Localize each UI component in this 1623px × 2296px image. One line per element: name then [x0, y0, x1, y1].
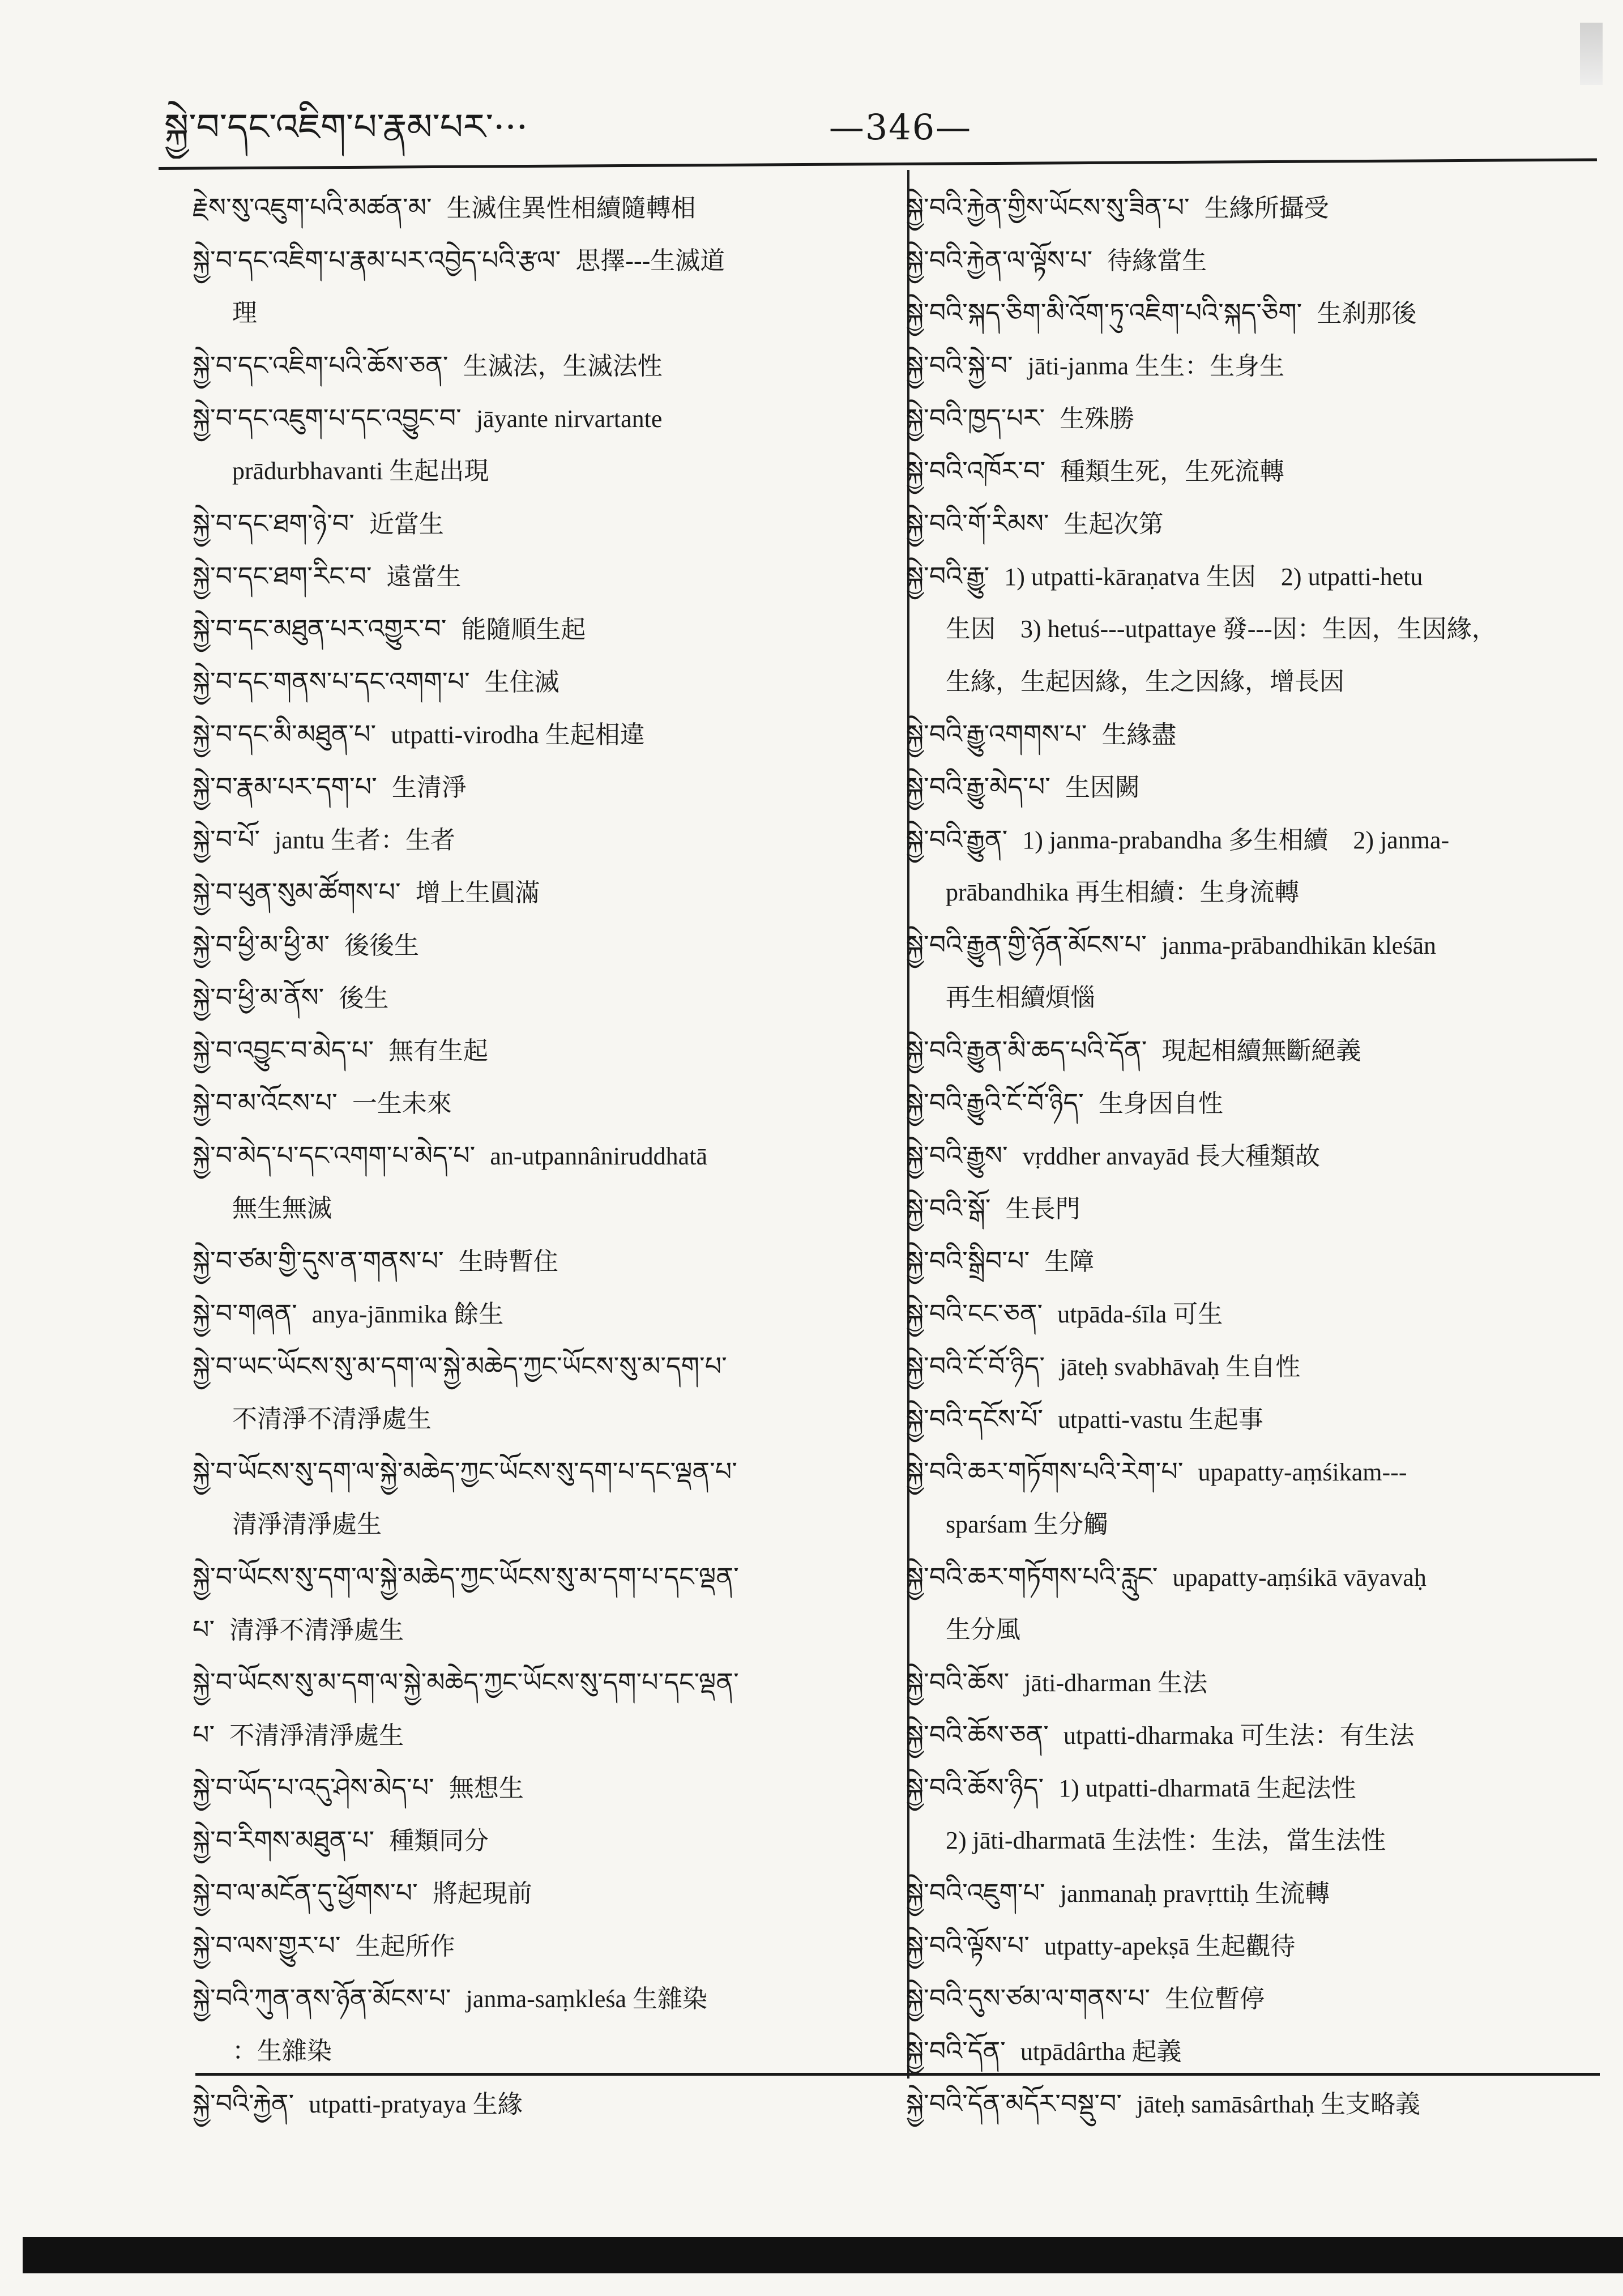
translation-text: utpatti-virodha 生起相違: [391, 721, 645, 749]
translation-text: utpatty-apekṣā 生起觀待: [1044, 1932, 1296, 1960]
tibetan-term: སྐྱེ་བ་མ་འོངས་པ་: [193, 1087, 338, 1118]
tibetan-term: སྐྱེ་བའི་སྐྱེ་བ་: [906, 350, 1013, 381]
tibetan-term: སྐྱེ་བ་ཕུན་སུམ་ཚོགས་པ་: [193, 877, 401, 907]
entry-line: [193, 655, 559, 708]
entry-line: [193, 603, 586, 655]
entry-line: [906, 708, 1176, 761]
translation-text: 後生: [339, 984, 389, 1012]
tibetan-term: སྐྱེ་བའི་སྐད་ཅིག་མི་འོག་ཏུ་འཇིག་པའི་སྐད་ཅིག་: [906, 297, 1302, 328]
tibetan-term: སྐྱེ་བའི་རྒྱུ་: [906, 561, 990, 591]
tibetan-term: པ་: [193, 1719, 215, 1750]
translation-text: janma-prābandhikān kleśān: [1161, 932, 1436, 959]
entry-line: [193, 1024, 488, 1077]
entry-line: [906, 445, 1284, 497]
tibetan-term: སྐྱེ་བའི་སྒོ་: [906, 1193, 991, 1223]
entry-continuation-line: [232, 1393, 432, 1445]
translation-text: prābandhika 再生相續：生身流轉: [946, 878, 1300, 906]
entry-line: [906, 181, 1329, 234]
translation-text: 1) janma-prabandha 多生相續 2) janma-: [1022, 826, 1450, 854]
translation-text: 生起次第: [1064, 510, 1164, 538]
entry-continuation-line: [232, 1498, 382, 1551]
translation-text: ：生雜染: [232, 2037, 332, 2065]
translation-text: 生身因自性: [1098, 1090, 1223, 1117]
entry-line: [906, 813, 1449, 866]
translation-text: 後後生: [344, 932, 420, 959]
entry-line: [193, 1709, 404, 1761]
tibetan-term: སྐྱེ་བ་ཕྱི་མ་ནོས་: [193, 982, 324, 1013]
running-head: སྐྱེ་བ་དང་འཇིག་པ་རྣམ་པར་···: [164, 106, 528, 148]
tibetan-term: སྐྱེ་བ་ཡོངས་སུ་དག་ལ་སྐྱེ་མཆེད་ཀྱང་ཡོངས་སུ་དག་པ་དང་ལྡན་པ་: [193, 1456, 737, 1487]
translation-text: 無有生起: [388, 1037, 489, 1065]
entry-line: [193, 1445, 752, 1498]
translation-text: 生緣盡: [1101, 721, 1177, 749]
entry-line: [193, 866, 540, 919]
translation-text: 種類同分: [389, 1827, 489, 1855]
tibetan-term: སྐྱེ་བ་རིགས་མཐུན་པ་: [193, 1825, 375, 1855]
entry-line: [193, 813, 455, 866]
entry-line: [193, 1919, 455, 1972]
entry-continuation-line: [946, 1814, 1386, 1867]
translation-text: utpatti-dharmaka 可生法：有生法: [1063, 1722, 1415, 1749]
translation-text: 種類生死，生死流轉: [1060, 458, 1285, 485]
entry-line: [906, 234, 1207, 287]
translation-text: 待緣當生: [1107, 247, 1207, 275]
entry-continuation-line: [232, 445, 489, 497]
entry-line: [193, 1287, 503, 1340]
translation-text: 生長門: [1005, 1195, 1080, 1223]
translation-text: 1) utpatti-kāraṇatva 生因 2) utpatti-hetu: [1004, 563, 1423, 591]
translation-text: 清淨清淨處生: [232, 1510, 382, 1538]
tibetan-term: སྐྱེ་བ་དང་མཐུན་པར་འགྱུར་བ་: [193, 613, 447, 644]
entry-continuation-line: [232, 1182, 332, 1235]
translation-text: 1) utpatti-dharmatā 生起法性: [1058, 1774, 1356, 1802]
scan-corner-mark: [1580, 23, 1603, 85]
tibetan-term: རྗེས་སུ་འཇུག་པའི་མཚན་མ་: [193, 192, 432, 223]
translation-text: 生滅法，生滅法性: [463, 352, 663, 380]
tibetan-term: སྐྱེ་བའི་ཆོས་: [906, 1667, 1010, 1697]
translation-text: jāti-janma 生生：生身生: [1027, 352, 1285, 380]
translation-text: 生滅住異性相續隨轉相: [446, 194, 696, 222]
tibetan-term: སྐྱེ་བ་ལ་མངོན་དུ་ཕྱོགས་པ་: [193, 1877, 418, 1908]
tibetan-term: སྐྱེ་བ་ཡོད་པ་འདུ་ཤེས་མེད་པ་: [193, 1772, 434, 1803]
entry-line: [193, 1077, 452, 1129]
scan-bottom-edge: [23, 2237, 1623, 2273]
translation-text: 生緣，生起因緣，生之因緣，增長因: [946, 668, 1344, 695]
entry-continuation-line: [946, 655, 1344, 708]
header-rule: [159, 158, 1597, 170]
tibetan-term: སྐྱེ་བའི་ཆར་གཏོགས་པའི་རེག་པ་: [906, 1456, 1184, 1487]
entry-continuation-line: [232, 287, 257, 339]
entry-continuation-line: [946, 866, 1299, 919]
tibetan-term: སྐྱེ་བའི་ངོ་བོ་ཉིད་: [906, 1351, 1045, 1381]
translation-text: jāti-dharman 生法: [1024, 1669, 1208, 1697]
entry-line: [906, 1129, 1320, 1182]
translation-text: jāteḥ samāsârthaḥ 生支略義: [1137, 2090, 1421, 2118]
tibetan-term: སྐྱེ་བའི་ངང་ཅན་: [906, 1298, 1043, 1329]
entry-line: [906, 550, 1423, 603]
translation-text: 能隨順生起: [461, 616, 586, 643]
tibetan-term: སྐྱེ་བ་དང་གནས་པ་དང་འགག་པ་: [193, 666, 470, 697]
entry-line: [193, 1814, 489, 1867]
tibetan-term: སྐྱེ་བའི་ཆོས་ཅན་: [906, 1719, 1049, 1750]
translation-text: 生障: [1044, 1248, 1095, 1275]
translation-text: jantu 生者：生者: [275, 826, 455, 854]
translation-text: 現起相續無斷絕義: [1161, 1037, 1361, 1065]
translation-text: 遠當生: [386, 563, 462, 591]
tibetan-term: སྐྱེ་བ་དང་ཐག་རིང་བ་: [193, 561, 372, 591]
tibetan-term: སྐྱེ་བ་ཡང་ཡོངས་སུ་མ་དག་ལ་སྐྱེ་མཆེད་ཀྱང་ཡོངས་སུ་མ་དག་པ་: [193, 1351, 727, 1381]
tibetan-term: སྐྱེ་བའི་རྐྱེན་གྱིས་ཡོངས་སུ་ཟིན་པ་: [906, 192, 1190, 223]
translation-text: 生因闕: [1065, 774, 1140, 801]
tibetan-term: སྐྱེ་བའི་རྒྱུན་མི་ཆད་པའི་དོན་: [906, 1035, 1147, 1065]
translation-text: 一生未來: [352, 1090, 452, 1117]
translation-text: 生清淨: [391, 774, 467, 801]
entry-line: [906, 1077, 1223, 1129]
entry-line: [906, 1761, 1356, 1814]
tibetan-term: སྐྱེ་བའི་འཇུག་པ་: [906, 1877, 1045, 1908]
tibetan-term: སྐྱེ་བ་དང་འཇུག་པ་དང་འབྱུང་བ་: [193, 403, 462, 433]
entry-line: [906, 1235, 1094, 1287]
tibetan-term: སྐྱེ་བ་ལས་གྱུར་པ་: [193, 1930, 341, 1961]
entry-line: [193, 708, 645, 761]
tibetan-term: སྐྱེ་བ་ཙམ་གྱི་དུས་ན་གནས་པ་: [193, 1245, 444, 1276]
translation-text: 生刹那後: [1317, 300, 1417, 327]
tibetan-term: སྐྱེ་བའི་རྒྱུན་: [906, 824, 1008, 855]
tibetan-term: སྐྱེ་བའི་ཁྱད་པར་: [906, 403, 1045, 433]
entry-line: [906, 1656, 1207, 1709]
translation-text: 生因 3) hetuś---utpattaye 發---因：生因，生因緣，: [946, 615, 1497, 643]
translation-text: 生殊勝: [1060, 405, 1135, 433]
tibetan-term: སྐྱེ་བའི་རྐྱེན་: [193, 2088, 294, 2119]
translation-text: upapatty-aṃśikā vāyavaḥ: [1172, 1564, 1426, 1591]
tibetan-term: སྐྱེ་བའི་རྐྱེན་ལ་ལྟོས་པ་: [906, 245, 1093, 275]
entry-line: [906, 1972, 1265, 2025]
translation-text: 生時暫住: [458, 1248, 558, 1275]
translation-text: utpādârtha 起義: [1020, 2038, 1182, 2065]
tibetan-term: སྐྱེ་བའི་ཀུན་ནས་ཉོན་མོངས་པ་: [193, 1983, 451, 2013]
entry-line: [906, 1919, 1296, 1972]
entry-line: [193, 971, 388, 1024]
tibetan-term: སྐྱེ་བའི་སྒྲིབ་པ་: [906, 1245, 1030, 1276]
tibetan-term: སྐྱེ་བ་མེད་པ་དང་འགག་པ་མེད་པ་: [193, 1140, 476, 1171]
tibetan-term: སྐྱེ་བའི་རྒྱུ་མེད་པ་: [906, 771, 1050, 802]
translation-text: 生住滅: [484, 668, 559, 696]
tibetan-term: པ་: [193, 1614, 215, 1645]
tibetan-term: སྐྱེ་བའི་དུས་ཙམ་ལ་གནས་པ་: [906, 1983, 1151, 2013]
entry-line: [193, 339, 663, 392]
tibetan-term: སྐྱེ་བ་ཡོངས་སུ་མ་དག་ལ་སྐྱེ་མཆེད་ཀྱང་ཡོངས་སུ་དག་པ་དང་ལྡན་: [193, 1667, 739, 1697]
tibetan-term: སྐྱེ་བ་ཡོངས་སུ་དག་ལ་སྐྱེ་མཆེད་ཀྱང་ཡོངས་སུ་མ་དག་པ་དང་ལྡན་: [193, 1561, 739, 1592]
translation-text: sparśam 生分觸: [946, 1510, 1109, 1538]
translation-text: 將起現前: [432, 1880, 532, 1907]
translation-text: 2) jāti-dharmatā 生法性：生法，當生法性: [946, 1826, 1386, 1854]
tibetan-term: སྐྱེ་བའི་ལྟོས་པ་: [906, 1930, 1030, 1961]
entry-line: [906, 919, 1436, 971]
tibetan-term: སྐྱེ་བའི་རྒྱུ་འགགས་པ་: [906, 719, 1087, 749]
entry-line: [193, 497, 444, 550]
translation-text: anya-jānmika 餘生: [311, 1300, 504, 1328]
entry-continuation-line: [946, 603, 1497, 655]
translation-text: 生位暫停: [1165, 1985, 1265, 2013]
entry-line: [193, 1603, 404, 1656]
entry-line: [193, 1972, 707, 2025]
entry-line: [906, 761, 1140, 813]
entry-line: [906, 1551, 1426, 1603]
translation-text: 不清淨清淨處生: [229, 1722, 404, 1749]
entry-line: [906, 339, 1284, 392]
entry-line: [906, 1709, 1414, 1761]
entry-line: [906, 1024, 1361, 1077]
translation-text: upapatty-aṃśikam---: [1198, 1458, 1407, 1486]
tibetan-term: སྐྱེ་བ་དང་འཇིག་པ་རྣམ་པར་འབྱེད་པའི་རྩལ་: [193, 245, 561, 275]
translation-text: 無想生: [449, 1774, 524, 1802]
entry-line: [193, 1235, 558, 1287]
translation-text: 思擇---生滅道: [575, 247, 725, 275]
tibetan-term: སྐྱེ་བའི་རྒྱུན་གྱི་ཉོན་མོངས་པ་: [906, 929, 1147, 960]
translation-text: utpatti-pratyaya 生緣: [309, 2090, 523, 2118]
tibetan-term: སྐྱེ་བའི་ཆོས་ཉིད་: [906, 1772, 1044, 1803]
entry-line: [193, 550, 462, 603]
translation-text: an-utpannâniruddhatā: [490, 1142, 707, 1170]
tibetan-term: སྐྱེ་བ་འབྱུང་བ་མེད་པ་: [193, 1035, 374, 1065]
translation-text: 清淨不清淨處生: [229, 1616, 404, 1644]
tibetan-term: སྐྱེ་བ་ཕྱི་མ་ཕྱི་མ་: [193, 929, 330, 960]
translation-text: 增上生圓滿: [415, 879, 540, 907]
entry-line: [193, 1129, 707, 1182]
tibetan-term: སྐྱེ་བའི་འཁོར་བ་: [906, 455, 1046, 486]
translation-text: janma-saṃkleśa 生雜染: [465, 1985, 708, 2013]
entry-line: [906, 1445, 1407, 1498]
tibetan-term: སྐྱེ་བའི་རྒྱུའི་ངོ་བོ་ཉིད་: [906, 1087, 1084, 1118]
tibetan-term: སྐྱེ་བ་དང་ཐག་ཉེ་བ་: [193, 508, 355, 539]
translation-text: utpāda-śīla 可生: [1057, 1300, 1223, 1328]
entry-line: [193, 1340, 742, 1393]
translation-text: 近當生: [369, 510, 444, 538]
tibetan-term: སྐྱེ་བའི་དོན་མདོར་བསྡུ་བ་: [906, 2088, 1122, 2119]
entry-line: [193, 234, 725, 287]
tibetan-term: སྐྱེ་བ་རྣམ་པར་དག་པ་: [193, 771, 377, 802]
tibetan-term: སྐྱེ་བ་དང་འཇིག་པའི་ཆོས་ཅན་: [193, 350, 449, 381]
entry-line: [906, 392, 1134, 445]
entry-continuation-line: [946, 971, 1095, 1024]
tibetan-term: སྐྱེ་བའི་རྒྱུས་: [906, 1140, 1008, 1171]
entry-continuation-line: [232, 2025, 332, 2077]
translation-text: 再生相續煩惱: [946, 984, 1095, 1012]
entry-line: [906, 1287, 1223, 1340]
tibetan-term: སྐྱེ་བའི་ཆར་གཏོགས་པའི་རླུང་: [906, 1561, 1158, 1592]
entry-line: [906, 287, 1416, 339]
tibetan-term: སྐྱེ་བའི་དོན་: [906, 2035, 1006, 2066]
tibetan-term: སྐྱེ་བ་པོ་: [193, 824, 260, 855]
tibetan-term: སྐྱེ་བའི་གོ་རིམས་: [906, 508, 1049, 539]
entry-line: [906, 1867, 1330, 1919]
translation-text: prādurbhavanti 生起出現: [232, 457, 489, 485]
translation-text: 生分風: [946, 1616, 1020, 1644]
entry-line: [906, 1393, 1263, 1445]
entry-line: [906, 1340, 1300, 1393]
translation-text: 生緣所攝受: [1204, 194, 1329, 222]
entry-line: [193, 919, 419, 971]
entry-line: [193, 1867, 532, 1919]
entry-line: [193, 1551, 754, 1603]
entry-line: [193, 761, 467, 813]
entry-line: [193, 1761, 524, 1814]
entry-line: [193, 392, 662, 445]
entry-line: [906, 2077, 1420, 2130]
tibetan-term: སྐྱེ་བ་གཞན་: [193, 1298, 297, 1329]
translation-text: jāteḥ svabhāvaḥ 生自性: [1060, 1353, 1301, 1381]
page-number: —346—: [828, 106, 972, 148]
tibetan-term: སྐྱེ་བའི་དངོས་པོ་: [906, 1403, 1043, 1434]
entry-line: [906, 2025, 1182, 2077]
entry-line: [193, 1656, 754, 1709]
translation-text: 生起所作: [355, 1932, 455, 1960]
translation-text: 不清淨不清淨處生: [232, 1405, 432, 1433]
entry-line: [906, 1182, 1080, 1235]
tibetan-term: སྐྱེ་བ་དང་མི་མཐུན་པ་: [193, 719, 377, 749]
translation-text: 無生無滅: [232, 1194, 332, 1222]
translation-text: jāyante nirvartante: [476, 405, 663, 433]
translation-text: vṛddher anvayād 長大種類故: [1022, 1142, 1321, 1170]
translation-text: janmanaḥ pravṛttiḥ 生流轉: [1060, 1880, 1330, 1907]
entry-line: [193, 2077, 523, 2130]
translation-text: utpatti-vastu 生起事: [1057, 1406, 1263, 1433]
entry-continuation-line: [946, 1498, 1108, 1551]
entry-line: [193, 181, 696, 234]
entry-continuation-line: [946, 1603, 1020, 1656]
footer-rule: [195, 2073, 1600, 2076]
translation-text: 理: [232, 299, 257, 327]
entry-line: [906, 497, 1164, 550]
